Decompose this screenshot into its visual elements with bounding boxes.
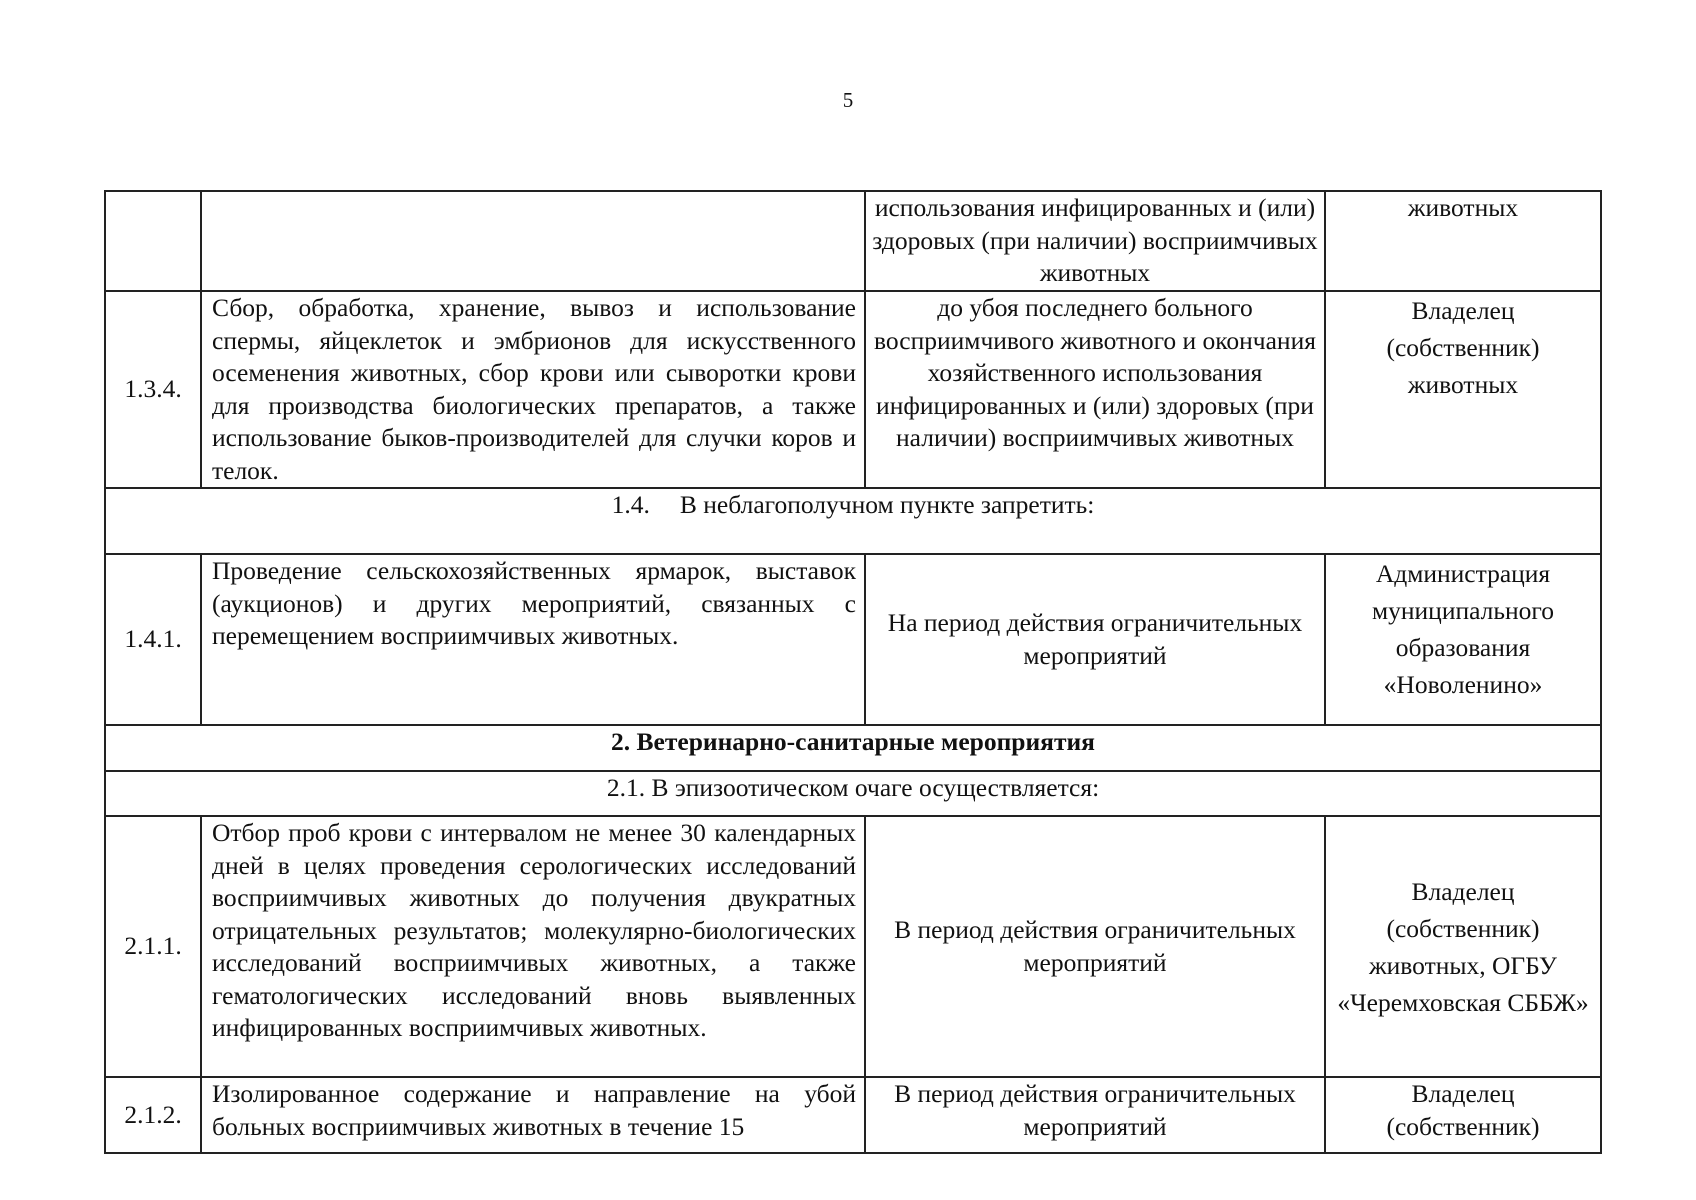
row-term-cell: В период действия ограничительных мероприятий <box>865 816 1325 1077</box>
table-row-1-3-4 <box>105 291 1601 488</box>
row-number-cell: 1.3.4. <box>105 291 201 488</box>
row-term-cell: использования инфицированных и (или) здоровых (при наличии) восприимчивых животных <box>865 191 1325 291</box>
row-term-cell: В период действия ограничительных мероприятий <box>865 1077 1325 1153</box>
row-description-cell: Изолированное содержание и направление на убой больных восприимчивых животных в течение 15 <box>201 1077 865 1153</box>
section-heading-2: 2. Ветеринарно-санитарные мероприятия <box>105 725 1601 771</box>
row-responsible-cell: Владелец (собственник) животных <box>1325 291 1601 488</box>
row-description-cell: Проведение сельскохозяйственных ярмарок, выставок (аукционов) и других мероприятий, связанных с перемещением восприимчивых животных. <box>201 554 865 725</box>
row-responsible-cell: Владелец (собственник) <box>1325 1077 1601 1153</box>
table-row-1-4-1 <box>105 554 1601 725</box>
subsection-row-1-4 <box>105 488 1601 554</box>
row-responsible-cell: Владелец (собственник) животных, ОГБУ «Черемховская СББЖ» <box>1325 816 1601 1077</box>
row-description-cell <box>201 191 865 291</box>
row-number-cell: 2.1.2. <box>105 1077 201 1153</box>
subsection-heading-2-1: 2.1. В эпизоотическом очаге осуществляется: <box>105 771 1601 816</box>
table-row-2-1-2 <box>105 1077 1601 1153</box>
row-responsible-cell: животных <box>1325 191 1601 291</box>
row-number-cell <box>105 191 201 291</box>
page-number: 5 <box>842 88 854 112</box>
row-term-cell: до убоя последнего больного восприимчивого животного и окончания хозяйственного использования инфицированных и (или) здоровых (при наличии) восприимчивых животных <box>865 291 1325 488</box>
row-description-cell: Отбор проб крови с интервалом не менее 30 календарных дней в целях проведения серологических исследований восприимчивых животных до получения двукратных отрицательных результатов; молекулярно-биологических исследований восприимчивых животных, а также гематологических исследований вновь выявленных инфицированных восприимчивых животных. <box>201 816 865 1077</box>
table-row-2-1-1 <box>105 816 1601 1077</box>
subsection-text: В неблагополучном пункте запретить: <box>679 490 1095 519</box>
subsection-heading-1-4 <box>105 488 1601 554</box>
row-term-cell: На период действия ограничительных мероприятий <box>865 554 1325 725</box>
section-row-2 <box>105 725 1601 771</box>
measures-table <box>104 190 1602 1154</box>
table-row-1-3-3-continued <box>105 191 1601 291</box>
subsection-number: 1.4. <box>611 490 650 519</box>
row-number-cell: 1.4.1. <box>105 554 201 725</box>
subsection-row-2-1 <box>105 771 1601 816</box>
row-description-cell: Сбор, обработка, хранение, вывоз и использование спермы, яйцеклеток и эмбрионов для искусственного осеменения животных, сбор крови или сыворотки крови для производства биологических препаратов, а также использование быков-производителей для случки коров и телок. <box>201 291 865 488</box>
row-responsible-cell: Администрация муниципального образования «Новоленино» <box>1325 554 1601 725</box>
row-number-cell: 2.1.1. <box>105 816 201 1077</box>
